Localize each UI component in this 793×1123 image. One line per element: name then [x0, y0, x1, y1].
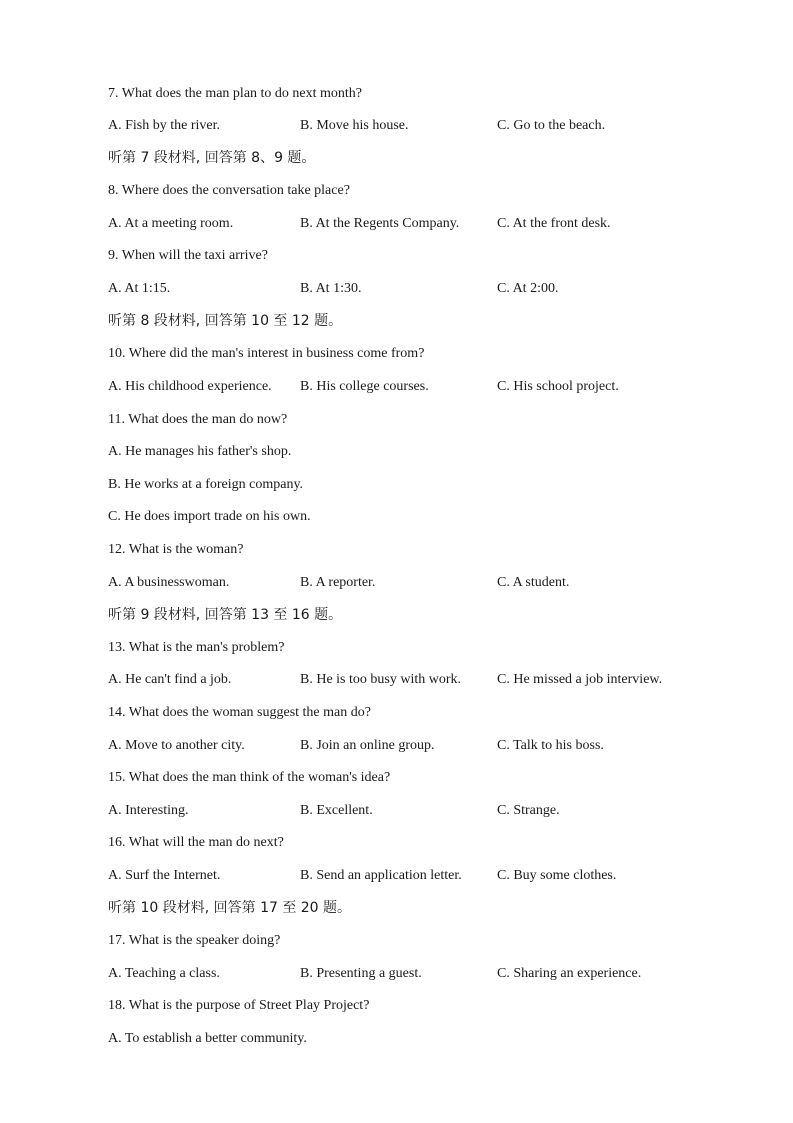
- question-13-option-b: B. He is too busy with work.: [300, 672, 461, 687]
- question-10-option-a: A. His childhood experience.: [108, 379, 272, 394]
- question-12-stem: 12. What is the woman?: [108, 542, 244, 557]
- question-13-stem: 13. What is the man's problem?: [108, 640, 285, 655]
- question-11-option-c: C. He does import trade on his own.: [108, 509, 311, 524]
- question-8-option-a: A. At a meeting room.: [108, 216, 234, 231]
- section-heading-10: 听第 10 段材料, 回答第 17 至 20 题。: [108, 900, 352, 916]
- question-11-stem: 11. What does the man do now?: [108, 412, 288, 427]
- question-8-option-c: C. At the front desk.: [497, 216, 611, 231]
- question-10-option-b: B. His college courses.: [300, 379, 429, 394]
- question-14-option-a: A. Move to another city.: [108, 738, 245, 753]
- question-7-option-b: B. Move his house.: [300, 118, 409, 133]
- question-12-option-b: B. A reporter.: [300, 575, 376, 590]
- question-17-stem: 17. What is the speaker doing?: [108, 933, 281, 948]
- question-16-option-a: A. Surf the Internet.: [108, 868, 221, 883]
- section-heading-8: 听第 8 段材料, 回答第 10 至 12 题。: [108, 313, 343, 329]
- question-14-stem: 14. What does the woman suggest the man do?: [108, 705, 371, 720]
- question-14-option-b: B. Join an online group.: [300, 738, 435, 753]
- question-12-option-a: A. A businesswoman.: [108, 575, 230, 590]
- question-18-option-a: A. To establish a better community.: [108, 1031, 307, 1046]
- section-heading-9: 听第 9 段材料, 回答第 13 至 16 题。: [108, 607, 343, 623]
- question-15-option-a: A. Interesting.: [108, 803, 189, 818]
- question-17-option-c: C. Sharing an experience.: [497, 966, 642, 981]
- question-16-option-c: C. Buy some clothes.: [497, 868, 617, 883]
- question-13-option-c: C. He missed a job interview.: [497, 672, 663, 687]
- question-9-stem: 9. When will the taxi arrive?: [108, 248, 268, 263]
- question-11-option-a: A. He manages his father's shop.: [108, 444, 292, 459]
- question-14-option-c: C. Talk to his boss.: [497, 738, 604, 753]
- question-17-option-b: B. Presenting a guest.: [300, 966, 422, 981]
- section-heading-7: 听第 7 段材料, 回答第 8、9 题。: [108, 150, 316, 166]
- question-7-option-a: A. Fish by the river.: [108, 118, 220, 133]
- question-15-option-b: B. Excellent.: [300, 803, 373, 818]
- question-15-option-c: C. Strange.: [497, 803, 560, 818]
- question-7-option-c: C. Go to the beach.: [497, 118, 606, 133]
- question-11-option-b: B. He works at a foreign company.: [108, 477, 304, 492]
- question-16-option-b: B. Send an application letter.: [300, 868, 462, 883]
- question-18-stem: 18. What is the purpose of Street Play Project?: [108, 998, 370, 1013]
- question-16-stem: 16. What will the man do next?: [108, 835, 284, 850]
- question-15-stem: 15. What does the man think of the woman's idea?: [108, 770, 391, 785]
- question-9-option-b: B. At 1:30.: [300, 281, 362, 296]
- question-8-option-b: B. At the Regents Company.: [300, 216, 460, 231]
- question-12-option-c: C. A student.: [497, 575, 570, 590]
- question-8-stem: 8. Where does the conversation take place?: [108, 183, 350, 198]
- question-17-option-a: A. Teaching a class.: [108, 966, 220, 981]
- question-13-option-a: A. He can't find a job.: [108, 672, 232, 687]
- question-10-stem: 10. Where did the man's interest in business come from?: [108, 346, 425, 361]
- question-9-option-c: C. At 2:00.: [497, 281, 559, 296]
- question-9-option-a: A. At 1:15.: [108, 281, 171, 296]
- question-10-option-c: C. His school project.: [497, 379, 619, 394]
- question-7-stem: 7. What does the man plan to do next month?: [108, 86, 363, 101]
